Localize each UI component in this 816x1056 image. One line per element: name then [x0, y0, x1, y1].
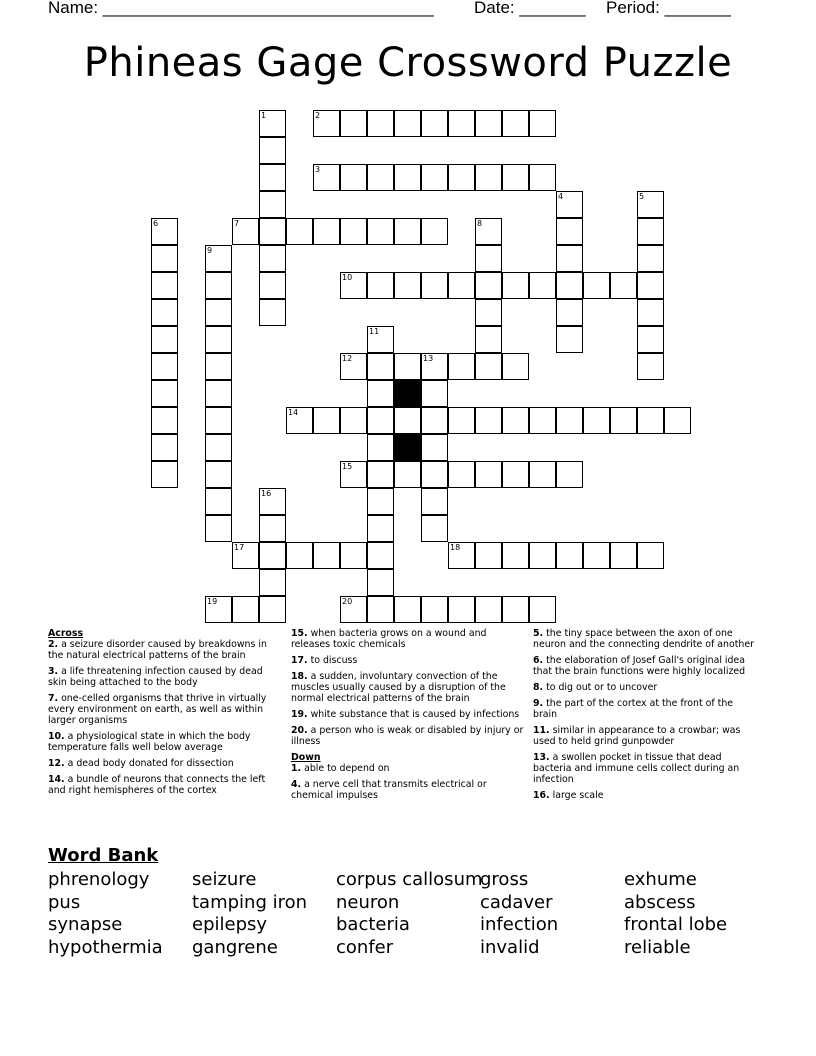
crossword-square[interactable]	[421, 353, 448, 380]
word-bank-item: hypothermia	[48, 936, 163, 958]
word-bank-item: neuron	[336, 891, 400, 913]
crossword-square[interactable]	[529, 461, 556, 488]
clue-number: 3.	[48, 666, 59, 677]
clue-text: to dig out or to uncover	[543, 682, 658, 693]
crossword-square[interactable]	[556, 299, 583, 326]
crossword-square[interactable]	[637, 542, 664, 569]
crossword-square[interactable]	[448, 164, 475, 191]
crossword-square[interactable]	[637, 326, 664, 353]
crossword-square[interactable]	[151, 461, 178, 488]
clue-number: 13	[423, 354, 434, 363]
crossword-square[interactable]	[367, 488, 394, 515]
clue-text: large scale	[549, 790, 604, 801]
word-bank-item: gangrene	[192, 936, 278, 958]
clue	[291, 779, 527, 801]
crossword-square[interactable]	[637, 245, 664, 272]
crossword-square[interactable]	[259, 596, 286, 623]
clue-number: 15.	[291, 628, 308, 639]
crossword-square[interactable]	[394, 164, 421, 191]
crossword-square[interactable]	[610, 542, 637, 569]
crossword-square[interactable]	[475, 353, 502, 380]
word-bank-item: gross	[480, 869, 529, 890]
crossword-square[interactable]	[475, 407, 502, 434]
crossword-square[interactable]	[340, 110, 367, 137]
crossword-square[interactable]	[205, 515, 232, 542]
crossword-square[interactable]	[556, 326, 583, 353]
clue	[48, 639, 284, 661]
word-bank-item: epilepsy	[192, 914, 268, 935]
clue-number: 9	[207, 246, 213, 255]
clue-number: 10.	[48, 731, 65, 742]
crossword-square[interactable]	[502, 542, 529, 569]
clue	[533, 682, 759, 693]
clue-number: 16.	[533, 790, 550, 801]
clue-number: 12.	[48, 758, 65, 769]
clue-number: 18.	[291, 671, 308, 682]
word-bank-item: corpus callosum	[336, 869, 483, 890]
clues-column-3	[533, 628, 759, 806]
crossword-square[interactable]	[448, 353, 475, 380]
clue-number: 9.	[533, 698, 544, 709]
crossword-square[interactable]	[259, 137, 286, 164]
period-field-label[interactable]: Period: _______	[606, 0, 731, 17]
crossword-square[interactable]	[421, 461, 448, 488]
crossword-square[interactable]	[259, 218, 286, 245]
crossword-square[interactable]	[151, 299, 178, 326]
crossword-square[interactable]	[259, 515, 286, 542]
crossword-square[interactable]	[340, 407, 367, 434]
clue	[533, 790, 759, 801]
clue-number: 1	[261, 111, 267, 120]
clues-column-1	[48, 628, 284, 801]
crossword-square[interactable]	[394, 353, 421, 380]
crossword-square[interactable]	[475, 461, 502, 488]
crossword-square[interactable]	[421, 407, 448, 434]
crossword-square[interactable]	[340, 542, 367, 569]
clue-text: a sudden, involuntary convection of the muscles usually caused by a disruption of the normal electrical patterns of the brain	[291, 671, 506, 704]
crossword-square[interactable]	[421, 434, 448, 461]
crossword-square[interactable]	[475, 110, 502, 137]
crossword-square[interactable]	[475, 245, 502, 272]
clue-number: 7.	[48, 693, 59, 704]
crossword-square[interactable]	[367, 110, 394, 137]
word-bank-item: phrenology	[48, 869, 150, 890]
crossword-square[interactable]	[637, 191, 664, 218]
crossword-square[interactable]	[313, 407, 340, 434]
crossword-square[interactable]	[367, 515, 394, 542]
crossword-square[interactable]	[448, 461, 475, 488]
crossword-square[interactable]	[448, 542, 475, 569]
clue-number: 10	[342, 273, 353, 282]
clue-number: 2	[315, 111, 321, 120]
clue	[291, 709, 527, 720]
crossword-square[interactable]	[286, 407, 313, 434]
crossword-square[interactable]	[637, 407, 664, 434]
clue-text: the part of the cortex at the front of the brain	[533, 698, 734, 720]
clue	[533, 752, 759, 785]
crossword-square[interactable]	[259, 245, 286, 272]
word-bank-item: pus	[48, 891, 81, 913]
crossword-square[interactable]	[556, 245, 583, 272]
word-bank-item: cadaver	[480, 891, 553, 913]
crossword-square[interactable]	[664, 407, 691, 434]
crossword-square[interactable]	[556, 542, 583, 569]
crossword-square[interactable]	[367, 218, 394, 245]
crossword-square[interactable]	[502, 353, 529, 380]
crossword-square[interactable]	[259, 164, 286, 191]
clue-text: one-celled organisms that thrive in virtually every environment on earth, as well as within larger organisms	[48, 693, 267, 726]
clue	[48, 666, 284, 688]
clue-number: 5.	[533, 628, 544, 639]
crossword-square[interactable]	[448, 272, 475, 299]
crossword-square[interactable]	[502, 461, 529, 488]
crossword-square[interactable]	[205, 353, 232, 380]
clue-section-heading: Down	[291, 752, 321, 763]
crossword-square[interactable]	[556, 407, 583, 434]
crossword-square[interactable]	[475, 596, 502, 623]
word-bank-list	[48, 869, 768, 959]
clue-number: 11	[369, 327, 380, 336]
clue-text: a seizure disorder caused by breakdowns in the natural electrical patterns of the brain	[48, 639, 267, 661]
crossword-square[interactable]	[367, 434, 394, 461]
crossword-square[interactable]	[151, 326, 178, 353]
crossword-square[interactable]	[394, 110, 421, 137]
crossword-square[interactable]	[205, 434, 232, 461]
crossword-square[interactable]	[529, 542, 556, 569]
clue-text: a life threatening infection caused by dead skin being attached to the body	[48, 666, 263, 688]
crossword-square[interactable]	[367, 272, 394, 299]
word-bank-item: frontal lobe	[624, 914, 728, 935]
crossword-square[interactable]	[367, 326, 394, 353]
clue-number: 19	[207, 597, 218, 606]
crossword-square[interactable]	[556, 218, 583, 245]
crossword-square[interactable]	[583, 542, 610, 569]
clue-text: a bundle of neurons that connects the left and right hemispheres of the cortex	[48, 774, 266, 796]
crossword-square[interactable]	[205, 596, 232, 623]
crossword-square[interactable]	[151, 218, 178, 245]
clue	[48, 774, 284, 796]
word-bank-item: seizure	[192, 869, 257, 890]
crossword-square[interactable]	[367, 353, 394, 380]
crossword-square[interactable]	[151, 380, 178, 407]
blocked-square	[394, 434, 421, 461]
clue-text: a swollen pocket in tissue that dead bacteria and immune cells collect during an infection	[533, 752, 740, 785]
clue	[291, 628, 527, 650]
date-field-label[interactable]: Date: _______	[474, 0, 586, 17]
clue-number: 7	[234, 219, 240, 228]
word-bank-item: abscess	[624, 891, 696, 913]
crossword-square[interactable]	[286, 218, 313, 245]
clue	[533, 725, 759, 747]
clue-number: 6	[153, 219, 159, 228]
clue-number: 17	[234, 543, 245, 552]
crossword-square[interactable]	[637, 353, 664, 380]
word-bank-item: exhume	[624, 869, 697, 890]
crossword-square[interactable]	[421, 488, 448, 515]
clue-text: a nerve cell that transmits electrical or chemical impulses	[291, 779, 487, 801]
crossword-square[interactable]	[232, 218, 259, 245]
name-field-label[interactable]: Name: ___________________________________	[48, 0, 434, 17]
word-bank	[48, 845, 768, 959]
clue-text: when bacteria grows on a wound and releases toxic chemicals	[291, 628, 487, 650]
crossword-square[interactable]	[421, 164, 448, 191]
crossword-square[interactable]	[556, 461, 583, 488]
clue-number: 13.	[533, 752, 550, 763]
crossword-square[interactable]	[421, 218, 448, 245]
crossword-square[interactable]	[151, 353, 178, 380]
clue-section-heading: Across	[48, 628, 84, 639]
crossword-square[interactable]	[556, 191, 583, 218]
crossword-square[interactable]	[529, 272, 556, 299]
crossword-square[interactable]	[475, 326, 502, 353]
crossword-square[interactable]	[502, 110, 529, 137]
word-bank-item: confer	[336, 936, 394, 958]
crossword-square[interactable]	[340, 596, 367, 623]
clue-text: a person who is weak or disabled by injury or illness	[291, 725, 524, 747]
clue-text: white substance that is caused by infections	[307, 709, 520, 720]
crossword-square[interactable]	[394, 218, 421, 245]
clue-number: 8	[477, 219, 483, 228]
crossword-square[interactable]	[502, 164, 529, 191]
crossword-square[interactable]	[583, 272, 610, 299]
crossword-square[interactable]	[448, 596, 475, 623]
clue-number: 18	[450, 543, 461, 552]
crossword-square[interactable]	[232, 542, 259, 569]
crossword-square[interactable]	[367, 569, 394, 596]
crossword-square[interactable]	[529, 407, 556, 434]
clue-number: 4.	[291, 779, 302, 790]
crossword-square[interactable]	[367, 380, 394, 407]
crossword-square[interactable]	[259, 272, 286, 299]
crossword-square[interactable]	[367, 164, 394, 191]
clue	[291, 655, 527, 666]
page-title: Phineas Gage Crossword Puzzle	[83, 40, 733, 86]
crossword-square[interactable]	[205, 407, 232, 434]
word-bank-item: tamping iron	[192, 891, 308, 913]
word-bank-item: reliable	[624, 936, 691, 958]
crossword-square[interactable]	[205, 488, 232, 515]
clue	[533, 655, 759, 677]
clue-number: 5	[639, 192, 645, 201]
clue-text: able to depend on	[301, 763, 390, 774]
crossword-square[interactable]	[313, 218, 340, 245]
crossword-square[interactable]	[313, 110, 340, 137]
crossword-square[interactable]	[151, 272, 178, 299]
crossword-square[interactable]	[583, 407, 610, 434]
clue-number: 4	[558, 192, 564, 201]
crossword-square[interactable]	[259, 299, 286, 326]
word-bank-item: invalid	[480, 936, 540, 958]
clue-number: 16	[261, 489, 272, 498]
clue-number: 20.	[291, 725, 308, 736]
crossword-square[interactable]	[475, 218, 502, 245]
crossword-square[interactable]	[448, 407, 475, 434]
crossword-square[interactable]	[421, 515, 448, 542]
crossword-square[interactable]	[502, 272, 529, 299]
clue	[291, 725, 527, 747]
clue-number: 11.	[533, 725, 550, 736]
clue	[48, 758, 284, 769]
crossword-square[interactable]	[529, 164, 556, 191]
clue	[533, 698, 759, 720]
clue	[48, 693, 284, 726]
clues-column-2	[291, 628, 527, 806]
clue-text: a dead body donated for dissection	[64, 758, 234, 769]
crossword-square[interactable]	[151, 245, 178, 272]
clue-number: 14	[288, 408, 299, 417]
crossword-square[interactable]	[205, 245, 232, 272]
crossword-square[interactable]	[556, 272, 583, 299]
clue-number: 15	[342, 462, 353, 471]
crossword-square[interactable]	[340, 461, 367, 488]
crossword-square[interactable]	[502, 596, 529, 623]
crossword-square[interactable]	[394, 407, 421, 434]
clue	[48, 731, 284, 753]
crossword-square[interactable]	[205, 272, 232, 299]
clue-number: 12	[342, 354, 353, 363]
crossword-square[interactable]	[475, 272, 502, 299]
crossword-square[interactable]	[394, 272, 421, 299]
clue	[291, 763, 527, 774]
crossword-square[interactable]	[313, 542, 340, 569]
clue-text: to discuss	[307, 655, 358, 666]
clue-number: 6.	[533, 655, 544, 666]
crossword-square[interactable]	[421, 596, 448, 623]
crossword-square[interactable]	[529, 596, 556, 623]
crossword-square[interactable]	[529, 110, 556, 137]
clue-number: 2.	[48, 639, 59, 650]
clue-number: 14.	[48, 774, 65, 785]
crossword-square[interactable]	[340, 353, 367, 380]
crossword-square[interactable]	[151, 434, 178, 461]
crossword-square[interactable]	[610, 272, 637, 299]
crossword-square[interactable]	[394, 461, 421, 488]
crossword-square[interactable]	[340, 272, 367, 299]
crossword-square[interactable]	[610, 407, 637, 434]
clue-number: 17.	[291, 655, 308, 666]
clue	[533, 628, 759, 650]
crossword-square[interactable]	[259, 488, 286, 515]
clue-text: a physiological state in which the body temperature falls well below average	[48, 731, 251, 753]
crossword-square[interactable]	[205, 299, 232, 326]
crossword-square[interactable]	[286, 542, 313, 569]
blocked-square	[394, 380, 421, 407]
clue-number: 20	[342, 597, 353, 606]
clue-number: 19.	[291, 709, 308, 720]
crossword-square[interactable]	[259, 569, 286, 596]
crossword-square[interactable]	[259, 542, 286, 569]
crossword-square[interactable]	[259, 110, 286, 137]
crossword-square[interactable]	[367, 461, 394, 488]
clue-number: 1.	[291, 763, 302, 774]
crossword-square[interactable]	[421, 272, 448, 299]
clue	[291, 671, 527, 704]
crossword-square[interactable]	[367, 596, 394, 623]
crossword-square[interactable]	[205, 461, 232, 488]
crossword-square[interactable]	[637, 218, 664, 245]
crossword-square[interactable]	[340, 218, 367, 245]
crossword-square[interactable]	[340, 164, 367, 191]
crossword-square[interactable]	[448, 110, 475, 137]
crossword-square[interactable]	[232, 596, 259, 623]
crossword-square[interactable]	[421, 110, 448, 137]
clue-text: the elaboration of Josef Gall's original idea that the brain functions were highly localized	[533, 655, 746, 677]
crossword-square[interactable]	[205, 326, 232, 353]
clue-text: similar in appearance to a crowbar; was used to held grind gunpowder	[533, 725, 741, 747]
crossword-square[interactable]	[367, 407, 394, 434]
crossword-square[interactable]	[205, 380, 232, 407]
crossword-square[interactable]	[313, 164, 340, 191]
word-bank-item: infection	[480, 914, 559, 935]
crossword-square[interactable]	[151, 407, 178, 434]
crossword-square[interactable]	[421, 380, 448, 407]
word-bank-item: bacteria	[336, 914, 410, 935]
word-bank-title: Word Bank	[48, 845, 159, 866]
clue-number: 3	[315, 165, 321, 174]
word-bank-item: synapse	[48, 914, 123, 935]
crossword-square[interactable]	[502, 407, 529, 434]
crossword-square[interactable]	[637, 272, 664, 299]
crossword-square[interactable]	[367, 542, 394, 569]
crossword-square[interactable]	[394, 596, 421, 623]
crossword-square[interactable]	[259, 191, 286, 218]
crossword-square[interactable]	[475, 299, 502, 326]
crossword-square[interactable]	[475, 542, 502, 569]
clue-text: the tiny space between the axon of one neuron and the connecting dendrite of another	[533, 628, 754, 650]
crossword-square[interactable]	[475, 164, 502, 191]
crossword-square[interactable]	[637, 299, 664, 326]
clue-number: 8.	[533, 682, 544, 693]
